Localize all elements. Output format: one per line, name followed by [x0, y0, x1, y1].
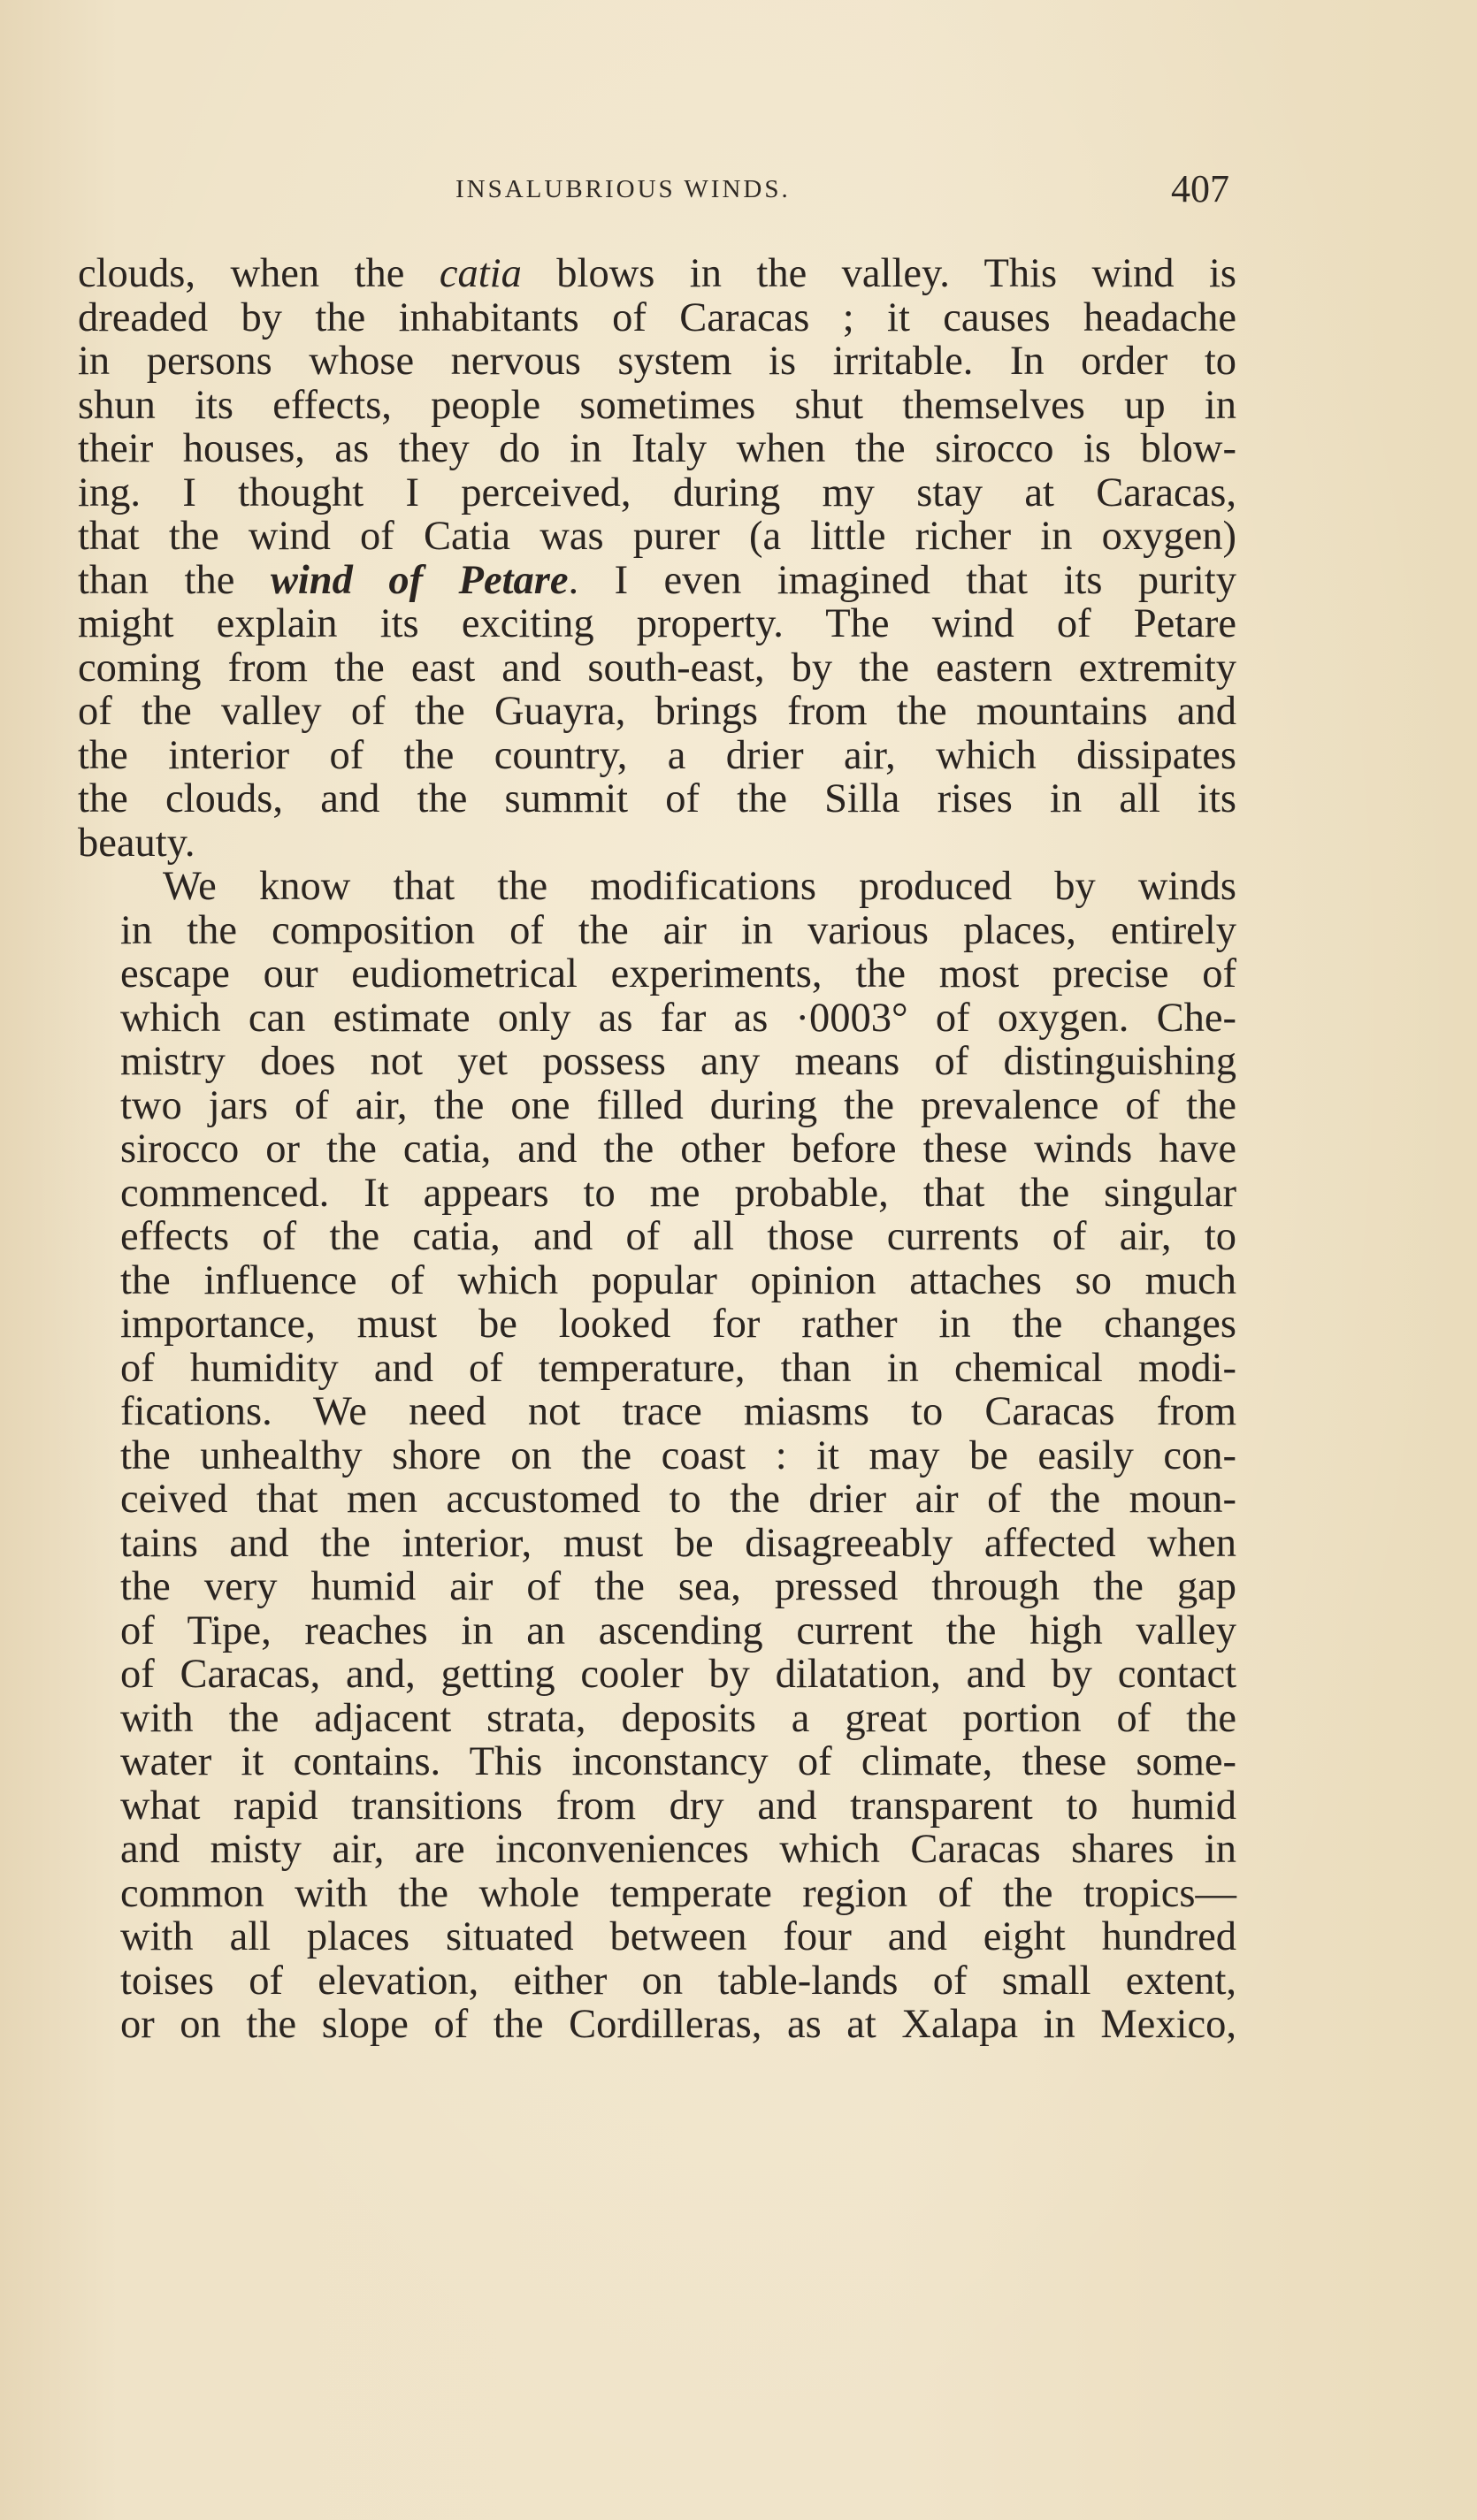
page-number: 407	[1171, 167, 1229, 210]
text-line: that the wind of Catia was purer (a little richer in oxygen)	[78, 514, 1236, 559]
text-line: fications. We need not trace miasms to Caracas from	[120, 1389, 1236, 1434]
text-line: beauty.	[78, 820, 195, 866]
text-line: escape our eudiometrical experiments, the most precise of	[120, 951, 1236, 997]
text-line: of Caracas, and, getting cooler by dilatation, and by contact	[120, 1652, 1236, 1697]
text-line: in the composition of the air in various places, entirely	[120, 907, 1236, 953]
text-line: dreaded by the inhabitants of Caracas ; it causes headache	[78, 294, 1236, 340]
text-line: mistry does not yet possess any means of distinguishing	[120, 1039, 1236, 1084]
text-line: might explain its exciting property. The wind of Petare	[78, 601, 1236, 646]
text-line: of Tipe, reaches in an ascending current the high valley	[120, 1607, 1236, 1653]
text-line: their houses, as they do in Italy when the sirocco is blow-	[78, 426, 1236, 471]
text-line: clouds, when the catia blows in the valley. This wind is	[78, 251, 1237, 296]
paragraph-2	[78, 865, 1236, 2047]
text-line: with all places situated between four and eight hundred	[120, 1914, 1236, 1959]
text-line: effects of the catia, and of all those currents of air, to	[120, 1214, 1236, 1259]
text-line: water it contains. This inconstancy of climate, these some-	[120, 1739, 1236, 1784]
text-line: toises of elevation, either on table-lands of small extent,	[120, 1958, 1236, 2004]
text-line: the influence of which popular opinion attaches so much	[120, 1257, 1236, 1303]
text-line: than the wind of Petare. I even imagined that its purity	[78, 557, 1236, 603]
text-line: tains and the interior, must be disagreeably affected when	[120, 1520, 1236, 1566]
text-line: the clouds, and the summit of the Silla rises in all its	[78, 776, 1236, 821]
text-line: the interior of the country, a drier air, which dissipates	[78, 732, 1236, 778]
text-line: with the adjacent strata, deposits a great portion of the	[120, 1695, 1236, 1741]
text-line: the unhealthy shore on the coast : it may be easily con-	[120, 1432, 1236, 1478]
text-line: ceived that men accustomed to the drier air of the moun-	[120, 1477, 1236, 1522]
text-line: common with the whole temperate region of the tropics—	[120, 1870, 1236, 1916]
text-line: and misty air, are inconveniences which Caracas shares in	[120, 1827, 1236, 1872]
text-line: in persons whose nervous system is irritable. In order to	[78, 339, 1236, 384]
text-line: which can estimate only as far as ·0003° of oxygen. Che-	[120, 995, 1236, 1041]
text-line: shun its effects, people sometimes shut themselves up in	[78, 382, 1236, 428]
text-line: ing. I thought I perceived, during my stay at Caracas,	[78, 470, 1236, 515]
text-line: what rapid transitions from dry and transparent to humid	[120, 1783, 1236, 1829]
text-line: coming from the east and south-east, by the eastern extremity	[78, 645, 1236, 691]
text-line: sirocco or the catia, and the other before these winds have	[120, 1126, 1236, 1172]
paragraph-1	[78, 252, 1236, 865]
text-line: two jars of air, the one filled during the prevalence of the	[120, 1082, 1236, 1128]
body-text	[78, 252, 1236, 2047]
text-line: We know that the modifications produced by winds	[163, 864, 1236, 909]
page-header	[133, 166, 1229, 219]
text-line: importance, must be looked for rather in the changes	[120, 1302, 1236, 1347]
text-line: of the valley of the Guayra, brings from the mountains and	[78, 689, 1236, 734]
text-line: commenced. It appears to me probable, that the singular	[120, 1170, 1236, 1216]
text-line: or on the slope of the Cordilleras, as at Xalapa in Mexico,	[120, 2002, 1236, 2047]
text-line: the very humid air of the sea, pressed through the gap	[120, 1564, 1236, 1609]
text-line: of humidity and of temperature, than in chemical modi-	[120, 1345, 1236, 1391]
running-head: INSALUBRIOUS WINDS.	[455, 175, 791, 203]
